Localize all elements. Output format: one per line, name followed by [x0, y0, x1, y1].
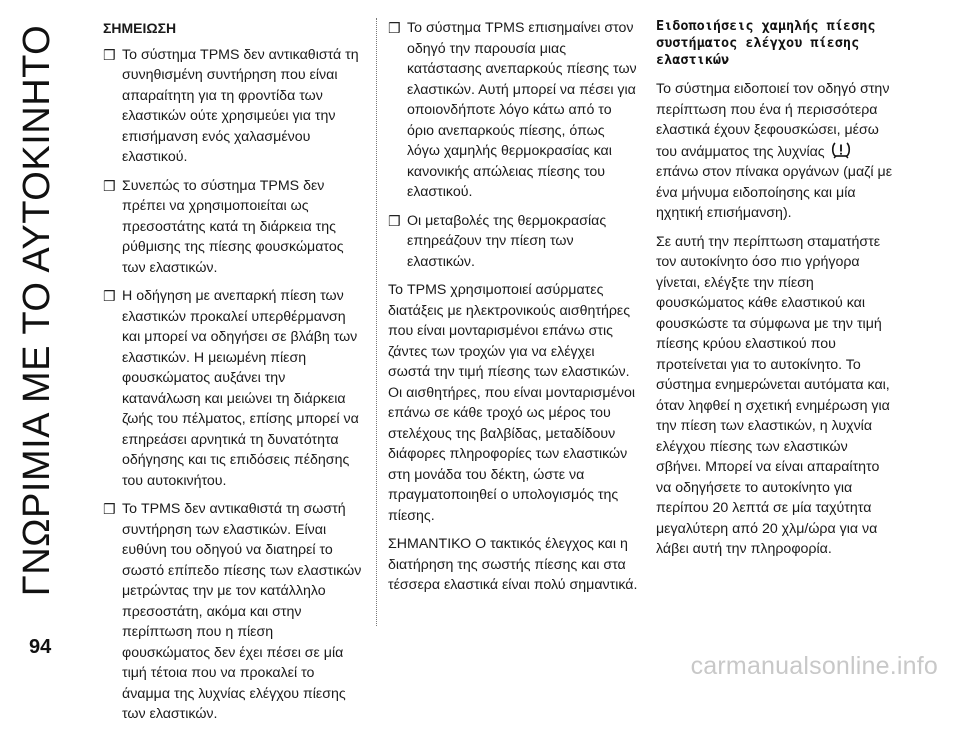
- body-paragraph: Σε αυτή την περίπτωση σταματήστε τον αυτοκίνητο όσο πιο γρήγορα γίνεται, ελέγξτε την πίεση φουσκώματος κάθε ελαστικού και φουσκώστε τα σύμφωνα με την τιμή πίεσης κρύου ελαστικού που προτείνεται για το αυτοκίνητο. Το σύστημα ενημερώνεται αυτόματα και, όταν ληφθεί η σχετική ενημέρωση για την πίεση των ελαστικών, η λυχνία ελέγχου πίεσης των ελαστικών σβήνει. Μπορεί να είναι απαραίτητο να οδηγήσετε το αυτοκίνητο για περίπου 20 λεπτά σε μία ταχύτητα μεγαλύτερη από 20 χλμ/ώρα για να λάβει αυτή την πληροφορία.: [656, 233, 890, 557]
- checkbox-bullet-icon: ❒: [388, 20, 401, 36]
- paragraph-text: Το σύστημα ειδοποιεί τον οδηγό στην περίπτωση που ένα ή περισσότερα ελαστικά έχουν ξεφουσκώσει, μέσω του ανάμματος της λυχνίας: [656, 81, 890, 160]
- chapter-title: ΓΝΩΡΙΜΙΑ ΜΕ ΤΟ ΑΥΤΟΚΙΝΗΤΟ: [16, 24, 59, 596]
- body-paragraph: Το TPMS χρησιμοποιεί ασύρματες διατάξεις με ηλεκτρονικούς αισθητήρες που είναι μονταρισμένοι επάνω στις ζάντες των τροχών για να ελέγχει σωστά την τιμή πίεσης των ελαστικών. Οι αισθητήρες, που είναι μονταρισμένοι επάνω σε κάθε τροχό ως μέρος του στελέχους της βαλβίδας, μεταδίδουν διάφορες πληροφορίες των ελαστικών στη μονάδα του δέκτη, ώστε να πραγματοποιηθεί ο υπολογισμός της πίεσης.: [388, 282, 636, 524]
- checkbox-bullet-icon: ❒: [388, 212, 401, 229]
- column-1: [103, 18, 365, 733]
- bullet-text: Οι μεταβολές της θερμοκρασίας επηρεάζουν την πίεση των ελαστικών.: [407, 212, 607, 270]
- checkbox-bullet-icon: ❒: [103, 46, 116, 63]
- checkbox-bullet-icon: ❒: [103, 177, 116, 194]
- chapter-sidebar: [8, 10, 68, 610]
- page-number: 94: [29, 636, 52, 658]
- checkbox-bullet-icon: ❒: [103, 288, 116, 304]
- checkbox-bullet-icon: ❒: [103, 501, 116, 517]
- bullet-text: Συνεπώς το σύστημα TPMS δεν πρέπει να χρησιμοποιείται ως πρεσοστάτης κατά τη διάρκεια της ρύθμισης της πίεσης φουσκώματος των ελαστικών.: [122, 177, 344, 276]
- column-divider: [376, 18, 377, 626]
- body-paragraph: [656, 79, 896, 224]
- note-bullet: [103, 499, 365, 725]
- note-bullet: [103, 45, 365, 168]
- bullet-text: Το TPMS δεν αντικαθιστά τη σωστή συντήρηση των ελαστικών. Είναι ευθύνη του οδηγού να διατηρεί το σωστό επίπεδο πίεσης των ελαστικών μετρώντας την με τον κατάλληλο πρεσοστάτη, ακόμα και στην περίπτωση που η πίεση φουσκώματος δεν έχει πέσει σε μία τιμή τέτοια που να προκαλεί το άναμμα της λυχνίας ελέγχου πίεσης των ελαστικών.: [122, 501, 362, 722]
- important-paragraph: ΣΗΜΑΝΤΙΚΟ Ο τακτικός έλεγχος και η διατήρηση της σωστής πίεσης και στα τέσσερα ελαστικά είναι πολύ σημαντικά.: [388, 536, 638, 593]
- paragraph-text: επάνω στον πίνακα οργάνων (μαζί με ένα μήνυμα ειδοποίησης και μία ηχητική επισήμανση).: [656, 164, 893, 221]
- note-bullet: [388, 18, 638, 203]
- note-heading: ΣΗΜΕΙΩΣΗ: [103, 20, 177, 36]
- watermark: carmanualsonline.info: [690, 652, 938, 680]
- bullet-text: Το σύστημα TPMS επισημαίνει στον οδηγό την παρουσία μιας κατάστασης ανεπαρκούς πίεσης των ελαστικών. Αυτή μπορεί να πέσει για οποιονδήποτε λόγο κάτω από το όριο ανεπαρκούς πίεσης, όπως λόγω χαμηλής θερμοκρασίας και κανονικής απώλειας πίεσης του ελαστικού.: [407, 20, 637, 200]
- note-bullet: [103, 176, 365, 279]
- note-bullet: [388, 211, 638, 273]
- bullet-text: Η οδήγηση με ανεπαρκή πίεση των ελαστικών προκαλεί υπερθέρμανση και μπορεί να οδηγήσει σε βλάβη των ελαστικών. Η μειωμένη πίεση φουσκώματος αυξάνει την κατανάλωση και μειώνει τη διάρκεια ζωής του πέλματος, επίσης μπορεί να επηρεάσει αρνητικά τη δυνατότητα οδήγησης και τις επιδόσεις πέδησης του αυτοκινήτου.: [122, 288, 359, 489]
- note-bullet: [103, 286, 365, 491]
- section-heading: Ειδοποιήσεις χαμηλής πίεσης συστήματος ελέγχου πίεσης ελαστικών: [656, 18, 876, 68]
- column-2: [388, 18, 638, 604]
- tire-pressure-warning-icon: [831, 141, 851, 159]
- column-3: [656, 18, 896, 568]
- bullet-text: Το σύστημα TPMS δεν αντικαθιστά τη συνηθισμένη συντήρηση που είναι απαραίτητη για τη φροντίδα των ελαστικών ούτε χρησιμεύει για την επισήμανση ενός χαλασμένου ελαστικού.: [122, 46, 359, 165]
